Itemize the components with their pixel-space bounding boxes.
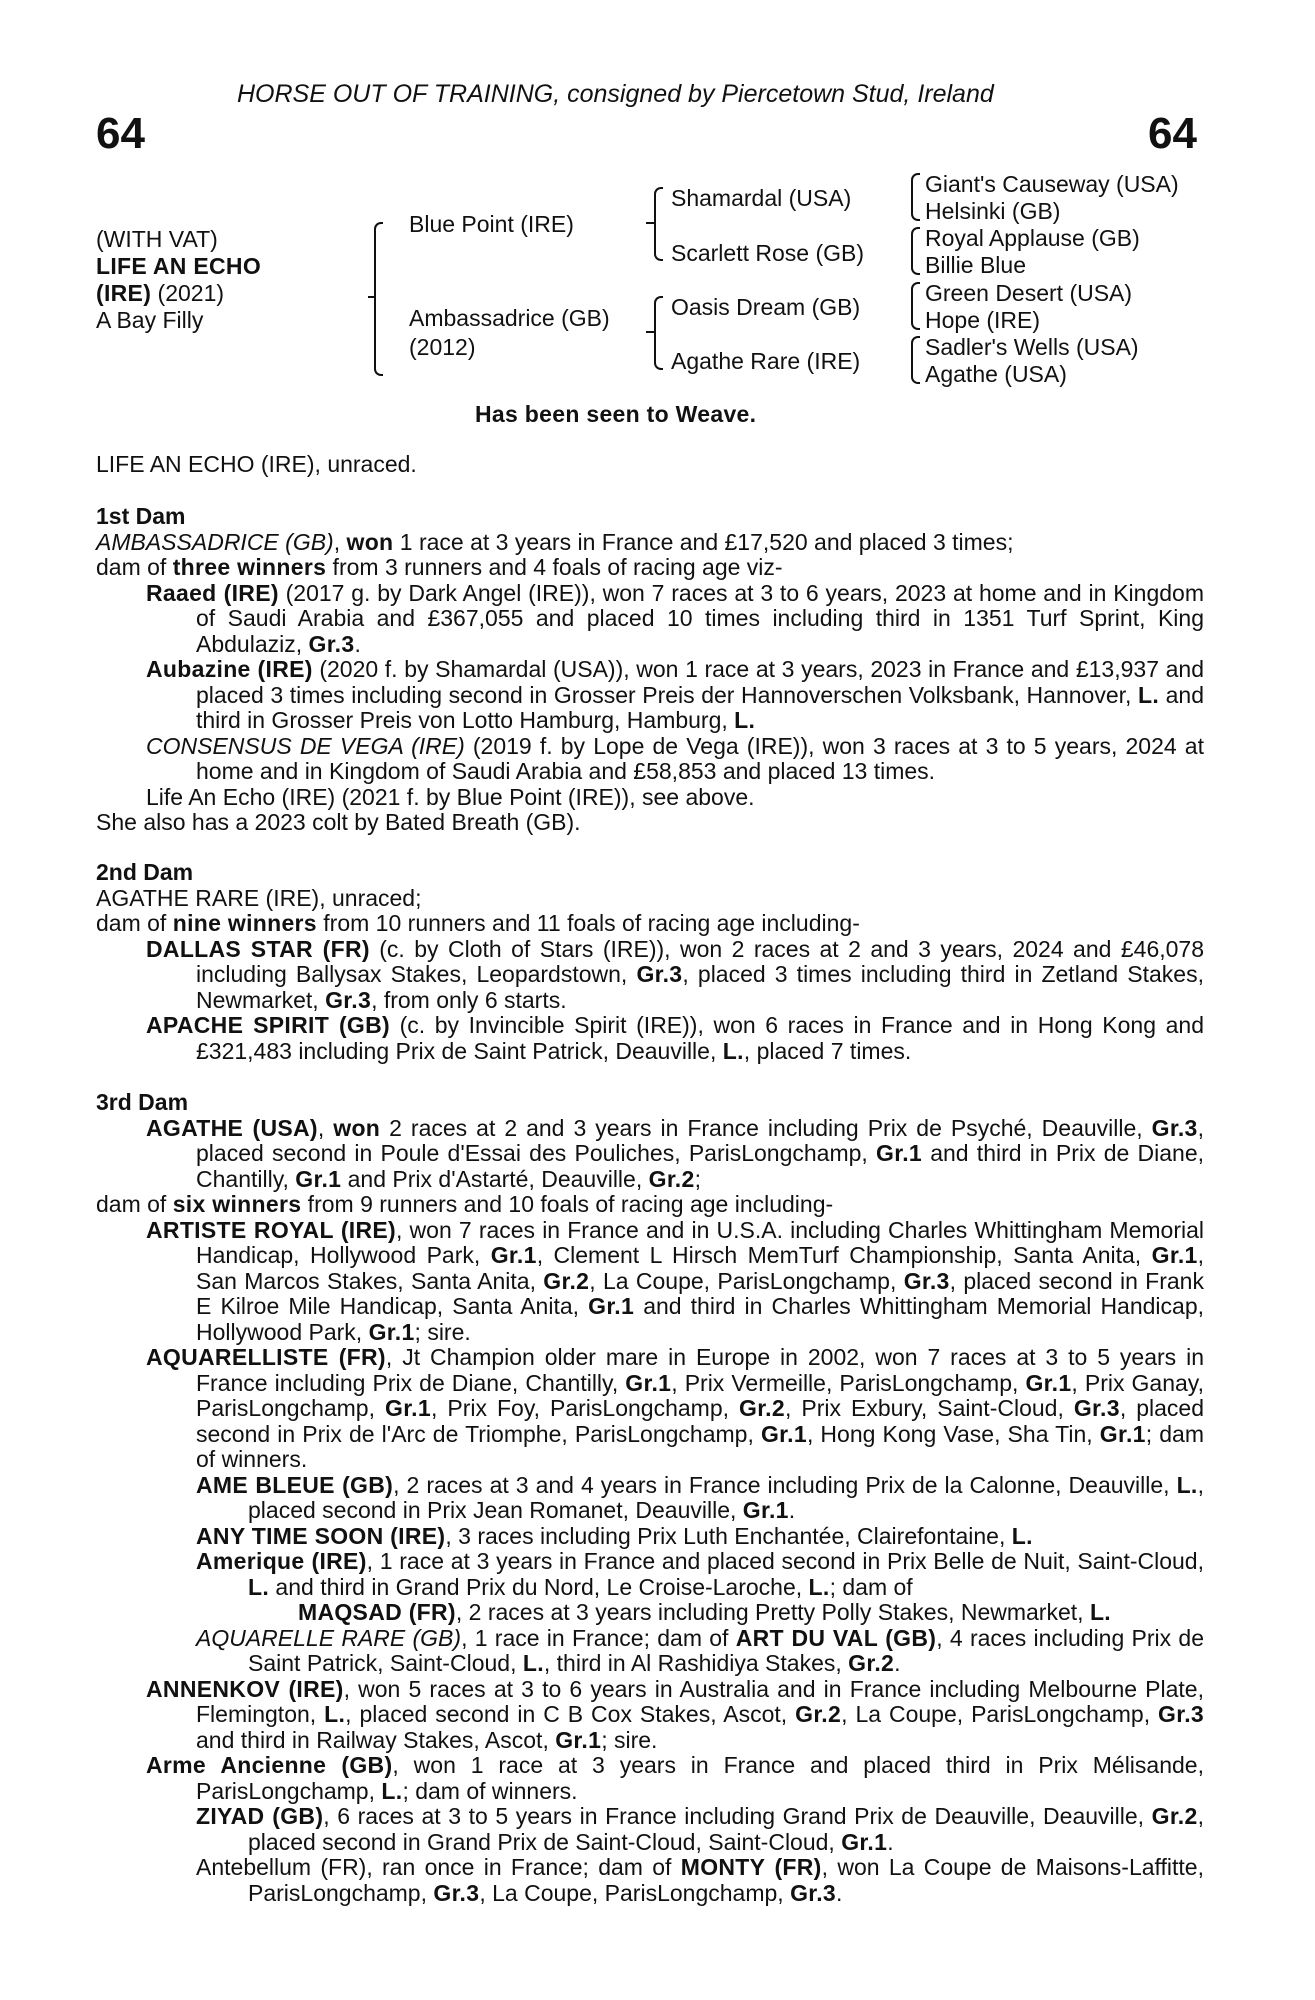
produce-entry <box>96 1600 1204 1626</box>
text: , Clement L Hirsch MemTurf Championship, Santa Anita, <box>536 1242 1152 1268</box>
text: . <box>788 1497 796 1523</box>
third-dam-line <box>96 1116 1204 1193</box>
text: and third in Grand Prix du Nord, Le Croise-Laroche, <box>269 1573 809 1600</box>
produce-entry <box>96 1626 1204 1677</box>
text: , Prix Ganay, ParisLongchamp, <box>196 1369 1204 1421</box>
text: , La Coupe, ParisLongchamp, <box>841 1701 1159 1727</box>
produce-name: MAQSAD (FR) <box>298 1599 456 1625</box>
listed-label: L. <box>248 1573 270 1600</box>
produce-entry <box>96 581 1204 658</box>
text: dam of <box>96 554 173 580</box>
pedigree-dam-year: (2012) <box>409 334 476 360</box>
text: , Prix Vermeille, ParisLongchamp, <box>671 1369 1026 1396</box>
text: from 3 runners and 4 foals of racing age viz- <box>326 554 783 580</box>
third-dam-section <box>96 1090 1204 1906</box>
text: , placed second in Frank E Kilroe Mile Handicap, Santa Anita, <box>196 1267 1204 1319</box>
vices-note: Has been seen to Weave. <box>475 401 757 427</box>
produce-name: Raaed (IRE) <box>146 579 279 606</box>
second-dam-produce-summary <box>96 911 1204 937</box>
grade-label: Gr.1 <box>742 1497 789 1523</box>
pedigree-g6: Hope (IRE) <box>925 307 1041 333</box>
pedigree-g3: Royal Applause (GB) <box>925 225 1140 251</box>
text: , Prix Foy, ParisLongchamp, <box>430 1395 740 1421</box>
grade-label: Gr.3 <box>308 630 355 657</box>
text: , La Coupe, ParisLongchamp, <box>589 1267 904 1294</box>
produce-entry <box>96 1804 1204 1855</box>
produce-name: ANY TIME SOON (IRE) <box>196 1522 446 1549</box>
text: ; dam of winners. <box>402 1777 578 1804</box>
winners-count: three winners <box>172 554 327 580</box>
produce-name: MONTY (FR) <box>680 1854 822 1880</box>
produce-name: ANNENKOV (IRE) <box>146 1675 344 1702</box>
text: ; dam of <box>829 1573 913 1600</box>
produce-entry <box>96 1677 1204 1754</box>
third-dam-name: AGATHE (USA) <box>146 1114 318 1141</box>
first-dam-produce-summary <box>96 555 1204 581</box>
text: , third in Al Rashidiya Stakes, <box>543 1650 849 1676</box>
listed-label: L. <box>734 707 756 733</box>
race-record: LIFE AN ECHO (IRE), unraced. <box>96 451 417 477</box>
text: . <box>887 1828 894 1855</box>
grade-label: Gr.3 <box>1073 1395 1120 1421</box>
text: Antebellum (FR), ran once in France; dam of <box>196 1854 681 1880</box>
first-dam-note: She also has a 2023 colt by Bated Breath (GB). <box>96 809 581 835</box>
grade-label: Gr.3 <box>1151 1114 1198 1141</box>
listed-label: L. <box>1089 1599 1111 1625</box>
pedigree-brace-2-tip <box>646 222 654 224</box>
text: (c. by Invincible Spirit (IRE)), won 6 races in France and in Hong Kong and £321,483 including Prix de Saint Patrick, Deauville, <box>196 1012 1205 1064</box>
text: (2019 f. by Lope de Vega (IRE)), won 3 races at 3 to 5 years, 2024 at home and in Kingdom of Saudi Arabia and £58,853 and placed 13 times. <box>196 732 1204 784</box>
produce-name: ARTISTE ROYAL (IRE) <box>146 1216 397 1243</box>
produce-name: CONSENSUS DE VEGA (IRE) <box>146 732 465 759</box>
listed-label: L. <box>722 1037 744 1064</box>
grade-label: Gr.2 <box>648 1165 695 1192</box>
grade-label: Gr.1 <box>368 1318 415 1345</box>
produce-name: Amerique (IRE) <box>196 1548 367 1574</box>
grade-label: Gr.3 <box>636 961 683 987</box>
horse-name: LIFE AN ECHO <box>96 253 262 279</box>
second-dam-line: AGATHE RARE (IRE), unraced; <box>96 884 422 911</box>
text: , Jt Champion older mare in Europe in 2002, won 7 races at 3 to 5 years in France including Prix de Diane, Chantilly, <box>196 1344 1204 1396</box>
pedigree-dam-sire: Oasis Dream (GB) <box>671 294 861 320</box>
horse-identity <box>96 226 261 334</box>
text: (2017 g. by Dark Angel (IRE)), won 7 races at 3 to 6 years, 2023 at home and in Kingdom of Saudi Arabia and £367,055 and placed 10 times including third in 1351 Turf Sprint, King Abdulaziz, <box>196 579 1204 657</box>
text: , 4 races including Prix de Saint Patrick, Saint-Cloud, <box>248 1624 1205 1676</box>
pedigree-sire-sire: Shamardal (USA) <box>671 185 852 211</box>
winners-count: nine winners <box>172 910 317 936</box>
text: , placed second in Prix de l'Arc de Triomphe, ParisLongchamp, <box>196 1395 1204 1447</box>
text: ; sire. <box>601 1726 658 1753</box>
produce-entry <box>96 937 1204 1014</box>
grade-label: Gr.3 <box>903 1267 950 1294</box>
grade-label: Gr.3 <box>325 986 372 1013</box>
pedigree-brace-1 <box>374 222 383 376</box>
text: , placed 7 times. <box>743 1037 912 1064</box>
grade-label: Gr.1 <box>625 1369 672 1396</box>
text: and third in Railway Stakes, Ascot, <box>196 1726 556 1753</box>
pedigree-dam-dam: Agathe Rare (IRE) <box>671 348 861 374</box>
vat-label: (WITH VAT) <box>96 226 218 252</box>
first-dam-section <box>96 504 1204 836</box>
listed-label: L. <box>1176 1471 1198 1498</box>
produce-entry <box>96 1218 1204 1346</box>
first-dam-line <box>96 530 1204 556</box>
produce-entry <box>96 1753 1204 1804</box>
produce-entry: Life An Echo (IRE) (2021 f. by Blue Point (IRE)), see above. <box>146 783 755 810</box>
grade-label: Gr.2 <box>739 1395 785 1421</box>
text: , placed second in C B Cox Stakes, Ascot, <box>345 1701 796 1727</box>
produce-name: Arme Ancienne (GB) <box>146 1752 393 1778</box>
text: 1 race at 3 years in France and £17,520 and placed 3 times; <box>393 528 1014 555</box>
pedigree-g1: Giant's Causeway (USA) <box>925 171 1179 197</box>
horse-country: (IRE) <box>96 280 152 306</box>
pedigree-g7: Sadler's Wells (USA) <box>925 334 1139 360</box>
text: , <box>333 528 347 555</box>
grade-label: Gr.1 <box>385 1395 431 1421</box>
text: . <box>836 1879 843 1906</box>
text: ; dam of winners. <box>196 1420 1204 1472</box>
grade-label: Gr.1 <box>841 1828 888 1855</box>
pedigree-dam: Ambassadrice (GB) <box>409 305 610 331</box>
winners-count: six winners <box>172 1191 302 1217</box>
text: and Prix d'Astarté, Deauville, <box>341 1165 649 1192</box>
grade-label: Gr.1 <box>555 1726 602 1753</box>
text: from 10 runners and 11 foals of racing age including- <box>316 910 860 936</box>
pedigree-g5: Green Desert (USA) <box>925 280 1133 306</box>
listed-label: L. <box>808 1573 830 1600</box>
grade-label: Gr.2 <box>1151 1803 1198 1829</box>
horse-description: A Bay Filly <box>96 307 204 333</box>
text: and third in Charles Whittingham Memorial Handicap, Hollywood Park, <box>196 1293 1205 1345</box>
text: 2 races at 2 and 3 years in France including Prix de Psyché, Deauville, <box>380 1114 1152 1141</box>
text: from 9 runners and 10 foals of racing age including- <box>301 1191 834 1217</box>
produce-name: AQUARELLISTE (FR) <box>146 1344 386 1370</box>
text: , <box>317 1114 334 1141</box>
grade-label: Gr.3 <box>790 1879 837 1906</box>
listed-label: L. <box>381 1777 403 1804</box>
text: , won 1 race at 3 years in France and placed third in Prix Mélisande, ParisLongchamp, <box>196 1752 1204 1804</box>
text: ; sire. <box>414 1318 471 1345</box>
text: ; <box>694 1165 701 1192</box>
horse-name-line2 <box>96 280 261 307</box>
grade-label: Gr.2 <box>848 1650 895 1676</box>
produce-entry <box>96 657 1204 734</box>
text: , from only 6 starts. <box>371 986 567 1013</box>
text: , San Marcos Stakes, Santa Anita, <box>196 1242 1205 1294</box>
text: . <box>354 630 361 657</box>
pedigree-brace-7 <box>911 336 920 384</box>
produce-name: AQUARELLE RARE (GB) <box>196 1624 462 1651</box>
pedigree-brace-3 <box>654 296 663 370</box>
produce-entry <box>96 1013 1204 1064</box>
produce-name: ZIYAD (GB) <box>196 1803 324 1829</box>
pedigree-brace-2 <box>654 187 663 261</box>
first-dam-heading: 1st Dam <box>96 503 186 529</box>
text: , 3 races including Prix Luth Enchantée, Clairefontaine, <box>445 1522 1012 1549</box>
produce-name: ART DU VAL (GB) <box>735 1624 937 1651</box>
won-label: won <box>346 528 394 555</box>
listed-label: L. <box>324 1701 346 1727</box>
first-dam-name: AMBASSADRICE (GB) <box>96 528 334 555</box>
produce-name: AME BLEUE (GB) <box>196 1471 394 1498</box>
grade-label: Gr.1 <box>588 1293 635 1319</box>
text: , 6 races at 3 to 5 years in France including Grand Prix de Deauville, Deauville, <box>323 1803 1152 1829</box>
text: and third in Grosser Preis von Lotto Hamburg, Hamburg, <box>196 681 1204 733</box>
text: , 2 races at 3 years including Pretty Polly Stakes, Newmarket, <box>455 1599 1090 1625</box>
pedigree-brace-4 <box>911 173 920 221</box>
grade-label: Gr.1 <box>490 1242 537 1268</box>
grade-label: Gr.1 <box>760 1420 807 1447</box>
consignment-title: HORSE OUT OF TRAINING, consigned by Piercetown Stud, Ireland <box>237 80 994 108</box>
pedigree-brace-6 <box>911 282 920 330</box>
text: , placed second in Poule d'Essai des Pouliches, ParisLongchamp, <box>196 1114 1205 1166</box>
produce-entry <box>96 1549 1204 1600</box>
third-dam-produce-summary <box>96 1192 1204 1218</box>
text: , 2 races at 3 and 4 years in France including Prix de la Calonne, Deauville, <box>393 1471 1177 1498</box>
produce-entry <box>96 1345 1204 1473</box>
text: . <box>894 1650 901 1676</box>
text: , 1 race at 3 years in France and placed second in Prix Belle de Nuit, Saint-Cloud, <box>366 1548 1204 1574</box>
text: , placed second in Grand Prix de Saint-Cloud, Saint-Cloud, <box>248 1803 1204 1855</box>
grade-label: Gr.1 <box>1025 1369 1072 1396</box>
listed-label: L. <box>522 1650 544 1676</box>
grade-label: Gr.2 <box>795 1701 842 1727</box>
produce-entry <box>96 1524 1204 1550</box>
text: (2020 f. by Shamardal (USA)), won 1 race at 3 years, 2023 in France and £13,937 and placed 3 times including second in Grosser Preis der Hannoverschen Volksbank, Hannover, <box>196 656 1204 708</box>
grade-label: Gr.3 <box>1158 1701 1204 1727</box>
pedigree-sire-dam: Scarlett Rose (GB) <box>671 240 864 266</box>
second-dam-heading: 2nd Dam <box>96 859 194 885</box>
lot-number-right: 64 <box>1148 109 1197 158</box>
pedigree-brace-5 <box>911 227 920 275</box>
pedigree-brace-1-tip <box>368 296 376 298</box>
listed-label: L. <box>1011 1522 1033 1549</box>
pedigree-g4: Billie Blue <box>925 252 1026 278</box>
third-dam-heading: 3rd Dam <box>96 1089 189 1115</box>
produce-name: APACHE SPIRIT (GB) <box>146 1012 390 1038</box>
text: , placed 3 times including third in Zetland Stakes, Newmarket, <box>196 961 1204 1013</box>
text: , 1 race in France; dam of <box>461 1624 736 1651</box>
pedigree-g8: Agathe (USA) <box>925 361 1067 387</box>
produce-name: DALLAS STAR (FR) <box>146 935 370 962</box>
won-label: won <box>333 1114 381 1141</box>
text: , won 5 races at 3 to 6 years in Australia and in France including Melbourne Plate, Flemington, <box>196 1675 1204 1727</box>
text: , won 7 races in France and in U.S.A. including Charles Whittingham Memorial Handicap, Hollywood Park, <box>196 1216 1204 1268</box>
text: , Prix Exbury, Saint-Cloud, <box>784 1395 1074 1421</box>
produce-entry <box>96 734 1204 785</box>
grade-label: Gr.2 <box>543 1267 590 1294</box>
lot-number-left: 64 <box>96 109 145 158</box>
text: and third in Prix de Diane, Chantilly, <box>196 1140 1204 1192</box>
grade-label: Gr.1 <box>1151 1242 1198 1268</box>
grade-label: Gr.1 <box>876 1140 922 1166</box>
pedigree-g2: Helsinki (GB) <box>925 198 1061 224</box>
produce-entry <box>96 1855 1204 1906</box>
produce-entry <box>96 1473 1204 1524</box>
grade-label: Gr.3 <box>433 1879 480 1906</box>
text: (c. by Cloth of Stars (IRE)), won 2 races at 2 and 3 years, 2024 and £46,078 including Ballysax Stakes, Leopardstown, <box>196 935 1204 987</box>
grade-label: Gr.1 <box>295 1165 342 1192</box>
text: , Hong Kong Vase, Sha Tin, <box>806 1420 1100 1447</box>
produce-name: Aubazine (IRE) <box>146 656 313 682</box>
second-dam-section <box>96 860 1204 1064</box>
text: , won La Coupe de Maisons-Laffitte, ParisLongchamp, <box>248 1854 1204 1906</box>
pedigree-sire: Blue Point (IRE) <box>409 211 574 237</box>
text: dam of <box>96 1191 173 1217</box>
grade-label: Gr.1 <box>1099 1420 1146 1447</box>
text: , La Coupe, ParisLongchamp, <box>479 1879 791 1906</box>
horse-year: (2021) <box>151 280 225 306</box>
text: dam of <box>96 910 173 936</box>
listed-label: L. <box>1137 681 1160 708</box>
text: , placed second in Prix Jean Romanet, Deauville, <box>248 1471 1204 1523</box>
pedigree-brace-3-tip <box>646 331 654 333</box>
